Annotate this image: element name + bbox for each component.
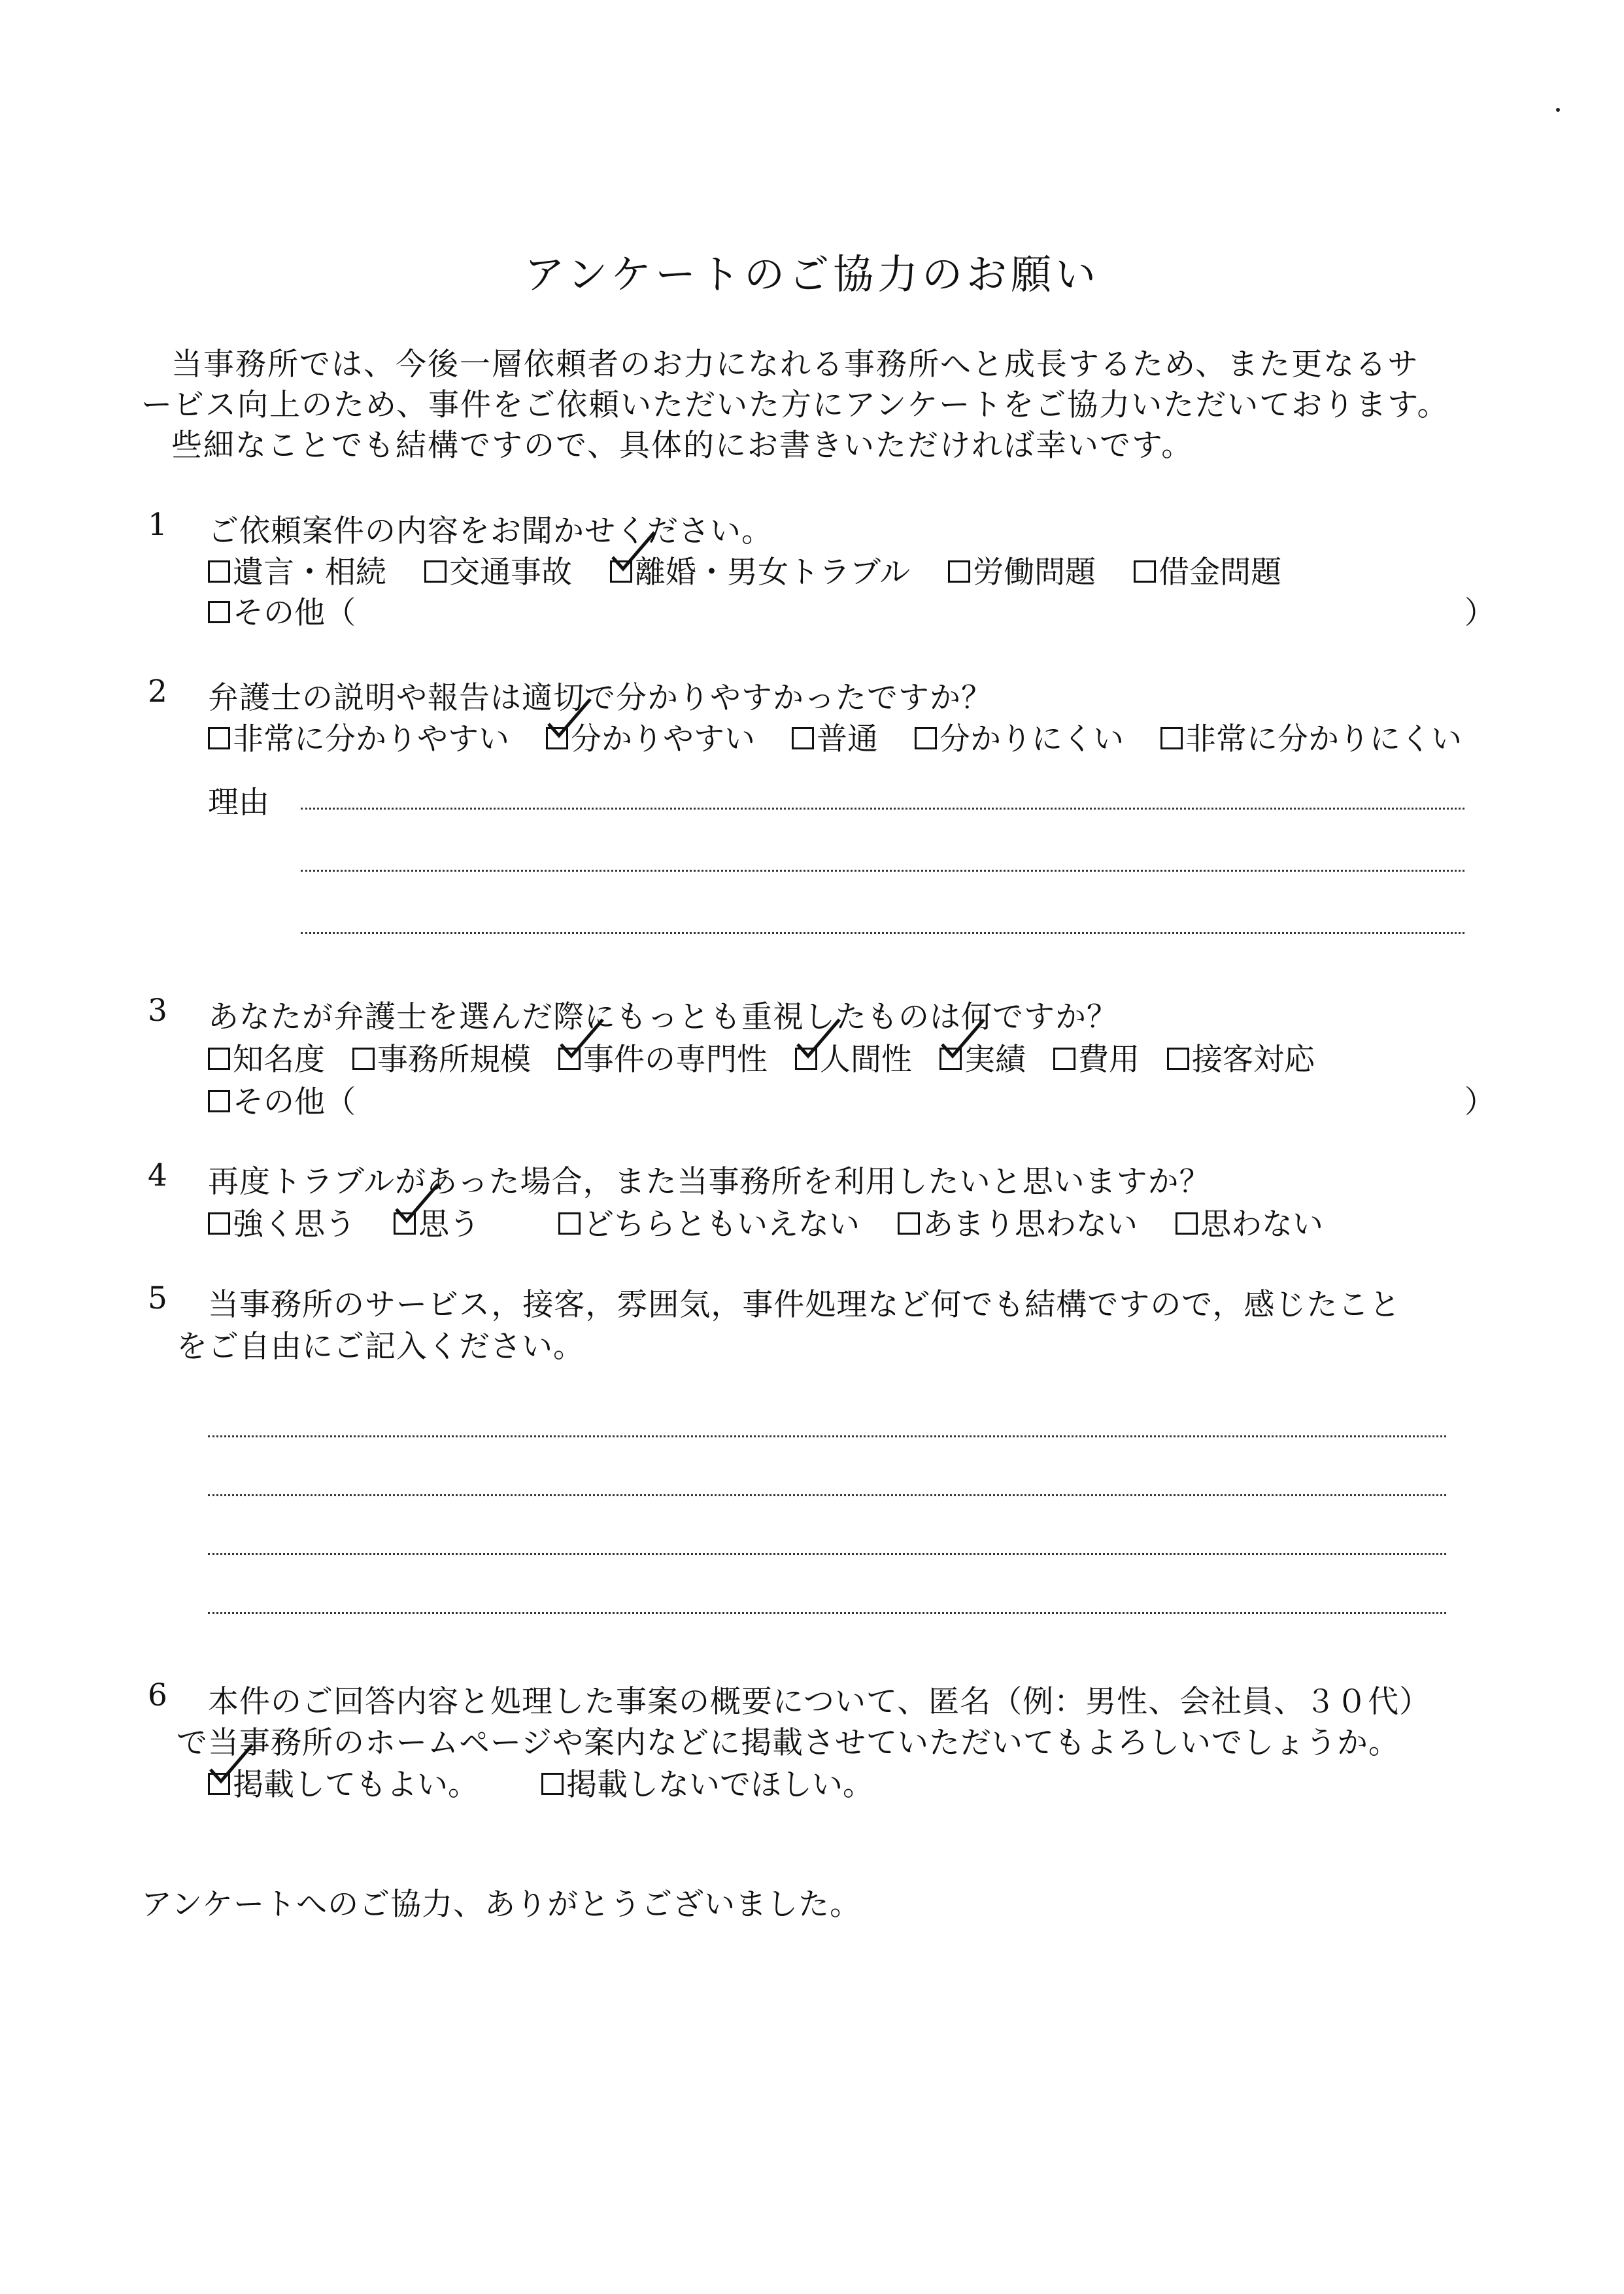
- checkbox[interactable]: [898, 1212, 920, 1235]
- q1-option[interactable]: 離婚・男女トラブル: [610, 548, 910, 592]
- checkbox-checked[interactable]: [394, 1212, 416, 1235]
- q2-option[interactable]: 普通: [792, 715, 878, 759]
- reason-line[interactable]: [301, 932, 1464, 934]
- q5-text-line-2: をご自由にご記入ください。: [177, 1329, 584, 1365]
- q3-option[interactable]: 知名度: [208, 1035, 325, 1079]
- q6-options: [208, 1760, 873, 1804]
- q4-number: 4: [148, 1157, 167, 1193]
- q3-text: あなたが弁護士を選んだ際にもっとも重視したものは何ですか？: [208, 999, 1118, 1035]
- q1-option[interactable]: 労働問題: [948, 548, 1096, 592]
- checkbox[interactable]: [208, 560, 230, 583]
- reason-line[interactable]: [301, 870, 1464, 872]
- checkbox[interactable]: [1176, 1212, 1198, 1235]
- q1-options: [208, 548, 1281, 592]
- q3-other[interactable]: その他（: [208, 1078, 356, 1121]
- q5-text-line-1: 当事務所のサービス，接客，雰囲気，事件処理など何でも結構ですので，感じたこと: [208, 1287, 1401, 1323]
- q3-option[interactable]: 接客対応: [1167, 1035, 1315, 1079]
- q1-number: 1: [148, 507, 167, 543]
- checkbox[interactable]: [792, 727, 814, 749]
- q2-option[interactable]: 分かりにくい: [915, 715, 1124, 759]
- q3-option[interactable]: 事務所規模: [352, 1035, 531, 1079]
- q2-number: 2: [148, 674, 167, 710]
- closing-message: アンケートへのご協力、ありがとうございました。: [141, 1887, 862, 1923]
- checkbox-checked[interactable]: [558, 1048, 581, 1070]
- q4-option[interactable]: 強く思う: [208, 1200, 356, 1244]
- q1-option[interactable]: 借金問題: [1134, 548, 1281, 592]
- checkbox[interactable]: [541, 1773, 564, 1795]
- comment-line[interactable]: [208, 1435, 1446, 1437]
- scan-speck: [1556, 108, 1560, 112]
- checkbox[interactable]: [1134, 560, 1156, 583]
- q6-option[interactable]: 掲載しないでほしい。: [541, 1760, 873, 1804]
- q3-option[interactable]: 人間性: [795, 1035, 912, 1079]
- checkbox[interactable]: [1160, 727, 1183, 749]
- checkbox-checked[interactable]: [546, 727, 568, 749]
- q4-option[interactable]: 思わない: [1176, 1200, 1323, 1244]
- q1-option[interactable]: 遺言・相続: [208, 548, 386, 592]
- q1-option[interactable]: 交通事故: [424, 548, 572, 592]
- q3-number: 3: [148, 993, 167, 1029]
- comment-line[interactable]: [208, 1612, 1446, 1614]
- q4-option[interactable]: どちらともいえない: [558, 1200, 860, 1244]
- checkbox[interactable]: [208, 1212, 230, 1235]
- comment-line[interactable]: [208, 1553, 1446, 1555]
- q2-options: [208, 715, 1462, 759]
- checkbox[interactable]: [208, 1090, 230, 1112]
- q6-text-line-1: 本件のご回答内容と処理した事案の概要について、匿名（例：男性、会社員、３０代）: [208, 1684, 1431, 1720]
- q1-text: ご依頼案件の内容をお聞かせください。: [208, 513, 773, 549]
- q3-options: [208, 1035, 1315, 1079]
- q4-option[interactable]: 思う: [394, 1200, 480, 1244]
- q5-number: 5: [148, 1280, 167, 1316]
- q4-option[interactable]: あまり思わない: [898, 1200, 1138, 1244]
- page-title: アンケートのご協力のお願い: [524, 250, 1100, 298]
- comment-line[interactable]: [208, 1494, 1446, 1496]
- checkbox[interactable]: [915, 727, 937, 749]
- checkbox[interactable]: [948, 560, 970, 583]
- q2-option[interactable]: 非常に分かりにくい: [1160, 715, 1462, 759]
- q3-option[interactable]: 費用: [1053, 1035, 1140, 1079]
- q4-options: [208, 1200, 1323, 1244]
- q6-option[interactable]: 掲載してもよい。: [208, 1760, 479, 1804]
- checkbox[interactable]: [208, 601, 230, 623]
- q6-number: 6: [148, 1677, 167, 1713]
- reason-line[interactable]: [301, 808, 1464, 810]
- q3-other-close: ）: [1464, 1084, 1495, 1120]
- q1-other-close: ）: [1464, 595, 1495, 631]
- intro-line-3: 些細なことでも結構ですので、具体的にお書きいただければ幸いです。: [171, 428, 1194, 464]
- q2-option[interactable]: 分かりやすい: [546, 715, 755, 759]
- q6-text-line-2: で当事務所のホームページや案内などに掲載させていただいてもよろしいでしょうか。: [177, 1725, 1400, 1761]
- checkbox-checked[interactable]: [610, 560, 632, 583]
- intro-line-2: ービス向上のため、事件をご依頼いただいた方にアンケートをご協力いただいております。: [141, 387, 1449, 423]
- checkbox[interactable]: [352, 1048, 375, 1070]
- checkbox-checked[interactable]: [208, 1773, 230, 1795]
- checkbox[interactable]: [424, 560, 447, 583]
- intro-line-1: 当事務所では、今後一層依頼者のお力になれる事務所へと成長するため、また更なるサ: [171, 347, 1420, 383]
- checkbox[interactable]: [208, 1048, 230, 1070]
- checkbox-checked[interactable]: [795, 1048, 817, 1070]
- checkbox[interactable]: [1053, 1048, 1075, 1070]
- q2-reason-label: 理由: [208, 785, 269, 821]
- q2-text: 弁護士の説明や報告は適切で分かりやすかったですか？: [208, 680, 992, 716]
- q2-option[interactable]: 非常に分かりやすい: [208, 715, 509, 759]
- q1-other[interactable]: その他（: [208, 589, 356, 632]
- q4-text: 再度トラブルがあった場合，また当事務所を利用したいと思いますか？: [208, 1164, 1211, 1200]
- q3-option[interactable]: 実績: [939, 1035, 1026, 1079]
- q3-option[interactable]: 事件の専門性: [558, 1035, 768, 1079]
- checkbox[interactable]: [208, 727, 230, 749]
- checkbox[interactable]: [558, 1212, 581, 1235]
- checkbox-checked[interactable]: [939, 1048, 962, 1070]
- checkbox[interactable]: [1167, 1048, 1189, 1070]
